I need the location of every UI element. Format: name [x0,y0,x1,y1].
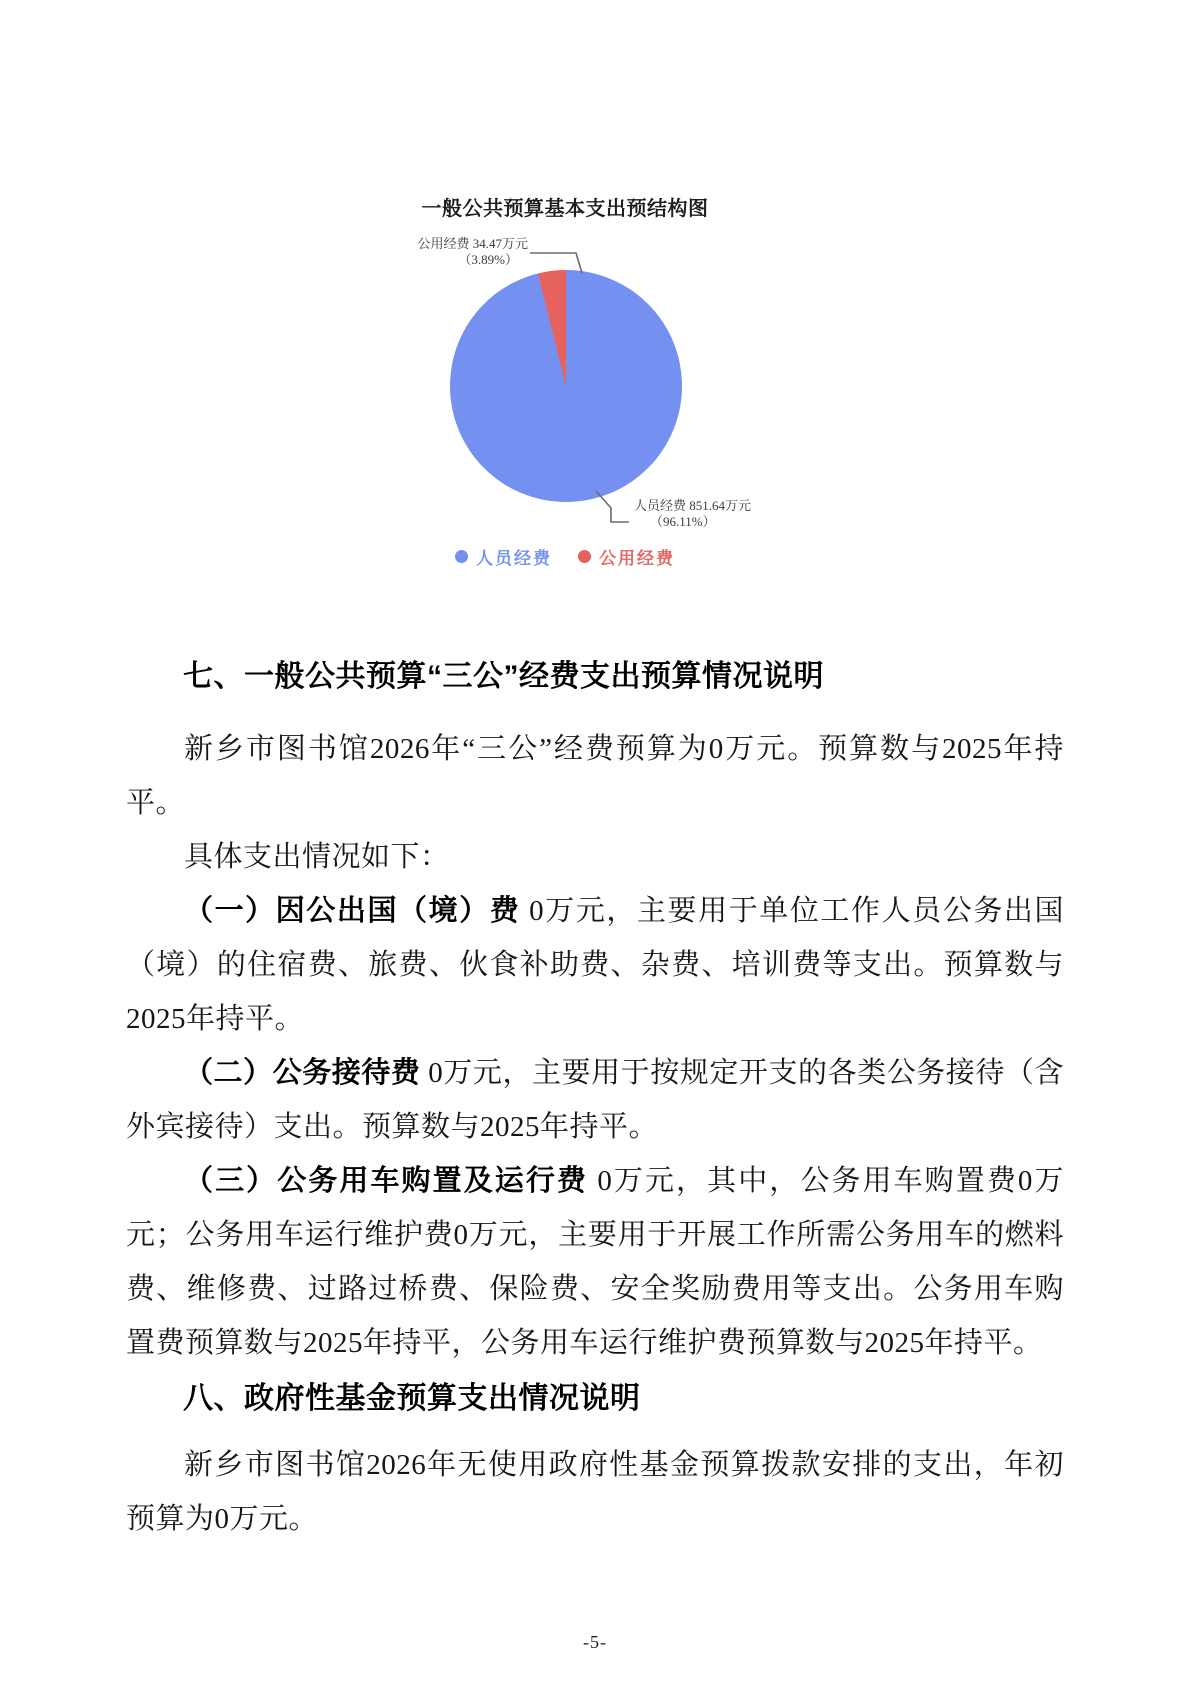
document-body [126,656,1064,1546]
callout-public-funds-percent: （3.89%） [458,252,518,267]
paragraph-text: 新乡市图书馆2026年“三公”经费预算为0万元。预算数与2025年持平。 [126,733,1064,819]
paragraph-lead: （二）公务接待费 [184,1057,421,1089]
callout-public-funds-value: 公用经费 34.47万元 [417,236,528,251]
callout-public-funds [417,236,528,268]
section-heading-7: 七、一般公共预算“三公”经费支出预算情况说明 [183,660,824,693]
paragraph [126,830,1064,884]
legend-dot-icon [455,550,468,563]
paragraph [126,1154,1064,1370]
callout-personnel-funds-value: 人员经费 851.64万元 [634,498,752,513]
paragraph-text: 新乡市图书馆2026年无使用政府性基金预算拨款安排的支出，年初预算为0万元。 [126,1449,1064,1535]
paragraph [126,884,1064,1046]
pie-chart-block [330,192,800,632]
legend-label: 人员经费 [476,549,552,568]
paragraph-text: 0万元，主要用于按规定开支的各类公务接待（含外宾接待）支出。预算数与2025年持平。 [126,1057,1064,1143]
paragraph-text: 0万元，主要用于单位工作人员公务出国（境）的住宿费、旅费、伙食补助费、杂费、培训费等支出。预算数与2025年持平。 [126,895,1064,1035]
paragraph [126,1046,1064,1154]
section-heading-8: 八、政府性基金预算支出情况说明 [183,1382,641,1415]
legend-dot-icon [578,550,591,563]
paragraph-lead: （三）公务用车购置及运行费 [184,1165,588,1197]
legend-item-public [578,544,675,569]
callout-personnel-funds [634,498,751,530]
chart-legend [330,544,800,569]
legend-item-personnel [455,544,552,569]
paragraph [126,722,1064,830]
paragraph [126,1438,1064,1546]
legend-label: 公用经费 [599,549,675,568]
page-number: -5- [583,1632,607,1652]
paragraph-text: 具体支出情况如下： [184,841,450,873]
chart-title: 一般公共预算基本支出预结构图 [421,198,709,220]
paragraph-text: 0万元，其中，公务用车购置费0万元；公务用车运行维护费0万元，主要用于开展工作所需公务用车的燃料费、维修费、过路过桥费、保险费、安全奖励费用等支出。公务用车购置费预算数与2025年持平，公务用车运行维护费预算数与2025年持平。 [126,1165,1064,1359]
paragraph-lead: （一）因公出国（境）费 [184,895,521,927]
callout-personnel-funds-percent: （96.11%） [650,514,716,529]
